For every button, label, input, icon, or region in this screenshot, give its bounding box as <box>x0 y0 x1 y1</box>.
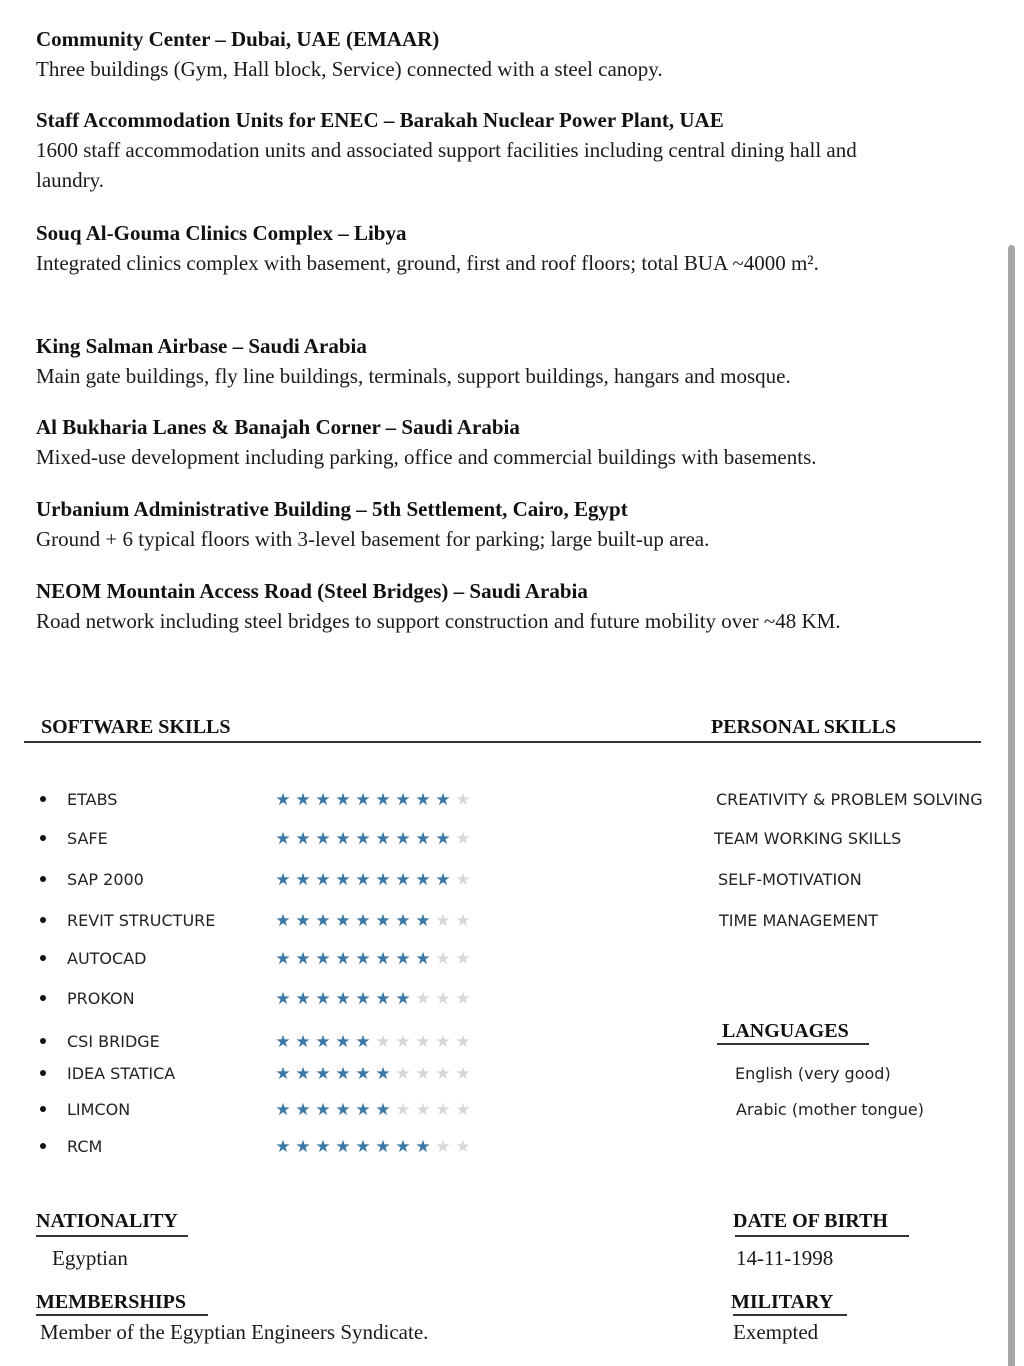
star-filled-icon: ★ <box>435 829 451 848</box>
star-empty-icon: ★ <box>455 1137 471 1156</box>
star-filled-icon: ★ <box>375 870 391 889</box>
star-filled-icon: ★ <box>355 989 371 1008</box>
software-skill-name: REVIT STRUCTURE <box>67 911 216 930</box>
memberships-value: Member of the Egyptian Engineers Syndicate. <box>40 1320 429 1344</box>
date-of-birth-underline <box>735 1235 909 1237</box>
software-skill-name: LIMCON <box>67 1100 131 1119</box>
project-description: Road network including steel bridges to support construction and future mobility over ~48 KM. <box>36 609 841 633</box>
star-empty-icon: ★ <box>415 989 431 1008</box>
star-filled-icon: ★ <box>335 1137 351 1156</box>
vertical-scrollbar[interactable] <box>1008 245 1015 1366</box>
star-empty-icon: ★ <box>455 829 471 848</box>
project-title: Souq Al-Gouma Clinics Complex – Libya <box>36 221 407 245</box>
star-filled-icon: ★ <box>295 911 311 930</box>
star-filled-icon: ★ <box>395 790 411 809</box>
project-title: Urbanium Administrative Building – 5th Settlement, Cairo, Egypt <box>36 497 628 521</box>
star-filled-icon: ★ <box>335 989 351 1008</box>
star-filled-icon: ★ <box>315 790 331 809</box>
project-item <box>36 105 916 195</box>
star-empty-icon: ★ <box>395 1100 411 1119</box>
project-item <box>36 576 936 636</box>
star-filled-icon: ★ <box>295 1032 311 1051</box>
star-empty-icon: ★ <box>455 1100 471 1119</box>
star-filled-icon: ★ <box>395 870 411 889</box>
bullet-icon <box>40 955 46 961</box>
star-filled-icon: ★ <box>355 949 371 968</box>
star-rating <box>273 1063 473 1085</box>
star-empty-icon: ★ <box>415 1064 431 1083</box>
project-description: Mixed-use development including parking, office and commercial buildings with basements. <box>36 445 817 469</box>
software-skills-heading: SOFTWARE SKILLS <box>41 716 231 738</box>
language-item: Arabic (mother tongue) <box>736 1100 924 1119</box>
personal-skill-item: SELF-MOTIVATION <box>718 870 862 889</box>
star-filled-icon: ★ <box>355 870 371 889</box>
star-filled-icon: ★ <box>355 1100 371 1119</box>
software-skill-name: CSI BRIDGE <box>67 1032 160 1051</box>
star-filled-icon: ★ <box>435 870 451 889</box>
star-filled-icon: ★ <box>315 989 331 1008</box>
star-filled-icon: ★ <box>355 790 371 809</box>
bullet-icon <box>40 796 46 802</box>
star-filled-icon: ★ <box>335 790 351 809</box>
project-description: Integrated clinics complex with basement, ground, first and roof floors; total BUA ~4000 m². <box>36 251 819 275</box>
star-filled-icon: ★ <box>395 1137 411 1156</box>
star-filled-icon: ★ <box>415 829 431 848</box>
star-rating <box>273 988 473 1010</box>
star-filled-icon: ★ <box>275 829 291 848</box>
star-filled-icon: ★ <box>335 829 351 848</box>
software-skill-name: SAP 2000 <box>67 870 144 889</box>
star-filled-icon: ★ <box>275 1137 291 1156</box>
star-filled-icon: ★ <box>415 870 431 889</box>
project-title: Community Center – Dubai, UAE (EMAAR) <box>36 27 440 51</box>
bullet-icon <box>40 1143 46 1149</box>
star-filled-icon: ★ <box>275 870 291 889</box>
star-filled-icon: ★ <box>335 1100 351 1119</box>
star-empty-icon: ★ <box>435 1100 451 1119</box>
star-filled-icon: ★ <box>395 989 411 1008</box>
star-empty-icon: ★ <box>455 911 471 930</box>
star-filled-icon: ★ <box>395 911 411 930</box>
project-description: Three buildings (Gym, Hall block, Service) connected with a steel canopy. <box>36 57 663 81</box>
star-filled-icon: ★ <box>435 790 451 809</box>
software-skill-name: ETABS <box>67 790 118 809</box>
star-filled-icon: ★ <box>315 829 331 848</box>
star-filled-icon: ★ <box>335 1064 351 1083</box>
star-empty-icon: ★ <box>435 989 451 1008</box>
star-filled-icon: ★ <box>355 1137 371 1156</box>
star-filled-icon: ★ <box>375 829 391 848</box>
star-filled-icon: ★ <box>275 911 291 930</box>
star-empty-icon: ★ <box>395 1032 411 1051</box>
star-filled-icon: ★ <box>375 989 391 1008</box>
project-description: Ground + 6 typical floors with 3-level basement for parking; large built-up area. <box>36 527 710 551</box>
project-title: Al Bukharia Lanes & Banajah Corner – Saudi Arabia <box>36 415 520 439</box>
star-filled-icon: ★ <box>355 1064 371 1083</box>
project-item <box>36 494 996 554</box>
project-title: Staff Accommodation Units for ENEC – Barakah Nuclear Power Plant, UAE <box>36 108 724 132</box>
personal-skills-heading: PERSONAL SKILLS <box>711 716 897 738</box>
star-filled-icon: ★ <box>275 949 291 968</box>
software-skill-name: PROKON <box>67 989 135 1008</box>
star-rating <box>273 1031 473 1053</box>
star-filled-icon: ★ <box>275 1100 291 1119</box>
star-filled-icon: ★ <box>295 829 311 848</box>
bullet-icon <box>40 917 46 923</box>
date-of-birth-value: 14-11-1998 <box>736 1246 834 1270</box>
star-filled-icon: ★ <box>295 1064 311 1083</box>
star-filled-icon: ★ <box>315 1032 331 1051</box>
project-description: 1600 staff accommodation units and associated support facilities including central dining hall and laundry. <box>36 138 857 192</box>
star-filled-icon: ★ <box>315 1100 331 1119</box>
bullet-icon <box>40 876 46 882</box>
star-filled-icon: ★ <box>375 1100 391 1119</box>
star-filled-icon: ★ <box>375 949 391 968</box>
languages-heading: LANGUAGES <box>722 1020 849 1042</box>
star-empty-icon: ★ <box>455 989 471 1008</box>
star-empty-icon: ★ <box>415 1100 431 1119</box>
star-filled-icon: ★ <box>295 1100 311 1119</box>
star-filled-icon: ★ <box>335 1032 351 1051</box>
memberships-heading: MEMBERSHIPS <box>36 1291 187 1313</box>
project-item <box>36 412 996 472</box>
star-filled-icon: ★ <box>315 1064 331 1083</box>
star-empty-icon: ★ <box>415 1032 431 1051</box>
software-skill-name: SAFE <box>67 829 108 848</box>
star-filled-icon: ★ <box>335 870 351 889</box>
star-filled-icon: ★ <box>395 949 411 968</box>
bullet-icon <box>40 1106 46 1112</box>
star-filled-icon: ★ <box>335 911 351 930</box>
project-item <box>36 331 996 391</box>
language-item: English (very good) <box>735 1064 891 1083</box>
star-empty-icon: ★ <box>435 1032 451 1051</box>
date-of-birth-heading: DATE OF BIRTH <box>733 1210 888 1232</box>
star-filled-icon: ★ <box>275 1064 291 1083</box>
star-empty-icon: ★ <box>435 911 451 930</box>
section-divider <box>24 741 981 743</box>
star-filled-icon: ★ <box>415 949 431 968</box>
project-item <box>36 24 936 84</box>
project-title: NEOM Mountain Access Road (Steel Bridges) – Saudi Arabia <box>36 579 588 603</box>
star-rating <box>273 828 473 850</box>
star-filled-icon: ★ <box>275 989 291 1008</box>
star-empty-icon: ★ <box>375 1032 391 1051</box>
languages-underline <box>717 1043 869 1045</box>
star-rating <box>273 1099 473 1121</box>
bullet-icon <box>40 835 46 841</box>
star-empty-icon: ★ <box>455 870 471 889</box>
nationality-underline <box>36 1235 188 1237</box>
star-filled-icon: ★ <box>295 989 311 1008</box>
star-filled-icon: ★ <box>295 949 311 968</box>
bullet-icon <box>40 1070 46 1076</box>
project-item <box>36 218 916 278</box>
star-filled-icon: ★ <box>355 829 371 848</box>
star-empty-icon: ★ <box>395 1064 411 1083</box>
star-filled-icon: ★ <box>415 1137 431 1156</box>
personal-skill-item: CREATIVITY & PROBLEM SOLVING <box>716 790 983 809</box>
star-filled-icon: ★ <box>315 949 331 968</box>
star-rating <box>273 1136 473 1158</box>
military-heading: MILITARY <box>731 1291 834 1313</box>
memberships-underline <box>36 1314 208 1316</box>
star-empty-icon: ★ <box>455 1032 471 1051</box>
star-filled-icon: ★ <box>315 870 331 889</box>
star-filled-icon: ★ <box>355 911 371 930</box>
star-filled-icon: ★ <box>315 1137 331 1156</box>
star-rating <box>273 789 473 811</box>
project-description: Main gate buildings, fly line buildings, terminals, support buildings, hangars and mosque. <box>36 364 791 388</box>
software-skill-name: AUTOCAD <box>67 949 147 968</box>
star-filled-icon: ★ <box>295 870 311 889</box>
star-filled-icon: ★ <box>335 949 351 968</box>
star-filled-icon: ★ <box>275 790 291 809</box>
software-skill-name: IDEA STATICA <box>67 1064 176 1083</box>
personal-skill-item: TIME MANAGEMENT <box>719 911 879 930</box>
star-filled-icon: ★ <box>275 1032 291 1051</box>
star-empty-icon: ★ <box>435 1137 451 1156</box>
project-title: King Salman Airbase – Saudi Arabia <box>36 334 367 358</box>
star-empty-icon: ★ <box>435 949 451 968</box>
star-filled-icon: ★ <box>355 1032 371 1051</box>
star-filled-icon: ★ <box>395 829 411 848</box>
star-empty-icon: ★ <box>455 1064 471 1083</box>
military-underline <box>733 1314 847 1316</box>
star-empty-icon: ★ <box>455 949 471 968</box>
star-rating <box>273 910 473 932</box>
software-skill-name: RCM <box>67 1137 103 1156</box>
star-filled-icon: ★ <box>375 1137 391 1156</box>
star-empty-icon: ★ <box>435 1064 451 1083</box>
star-rating <box>273 948 473 970</box>
nationality-heading: NATIONALITY <box>36 1210 178 1232</box>
star-filled-icon: ★ <box>315 911 331 930</box>
star-filled-icon: ★ <box>375 911 391 930</box>
bullet-icon <box>40 1038 46 1044</box>
bullet-icon <box>40 995 46 1001</box>
star-filled-icon: ★ <box>375 790 391 809</box>
star-filled-icon: ★ <box>295 1137 311 1156</box>
star-filled-icon: ★ <box>375 1064 391 1083</box>
star-filled-icon: ★ <box>415 911 431 930</box>
star-empty-icon: ★ <box>455 790 471 809</box>
star-rating <box>273 869 473 891</box>
personal-skill-item: TEAM WORKING SKILLS <box>714 829 902 848</box>
nationality-value: Egyptian <box>52 1246 128 1270</box>
military-value: Exempted <box>733 1320 819 1344</box>
star-filled-icon: ★ <box>295 790 311 809</box>
star-filled-icon: ★ <box>415 790 431 809</box>
